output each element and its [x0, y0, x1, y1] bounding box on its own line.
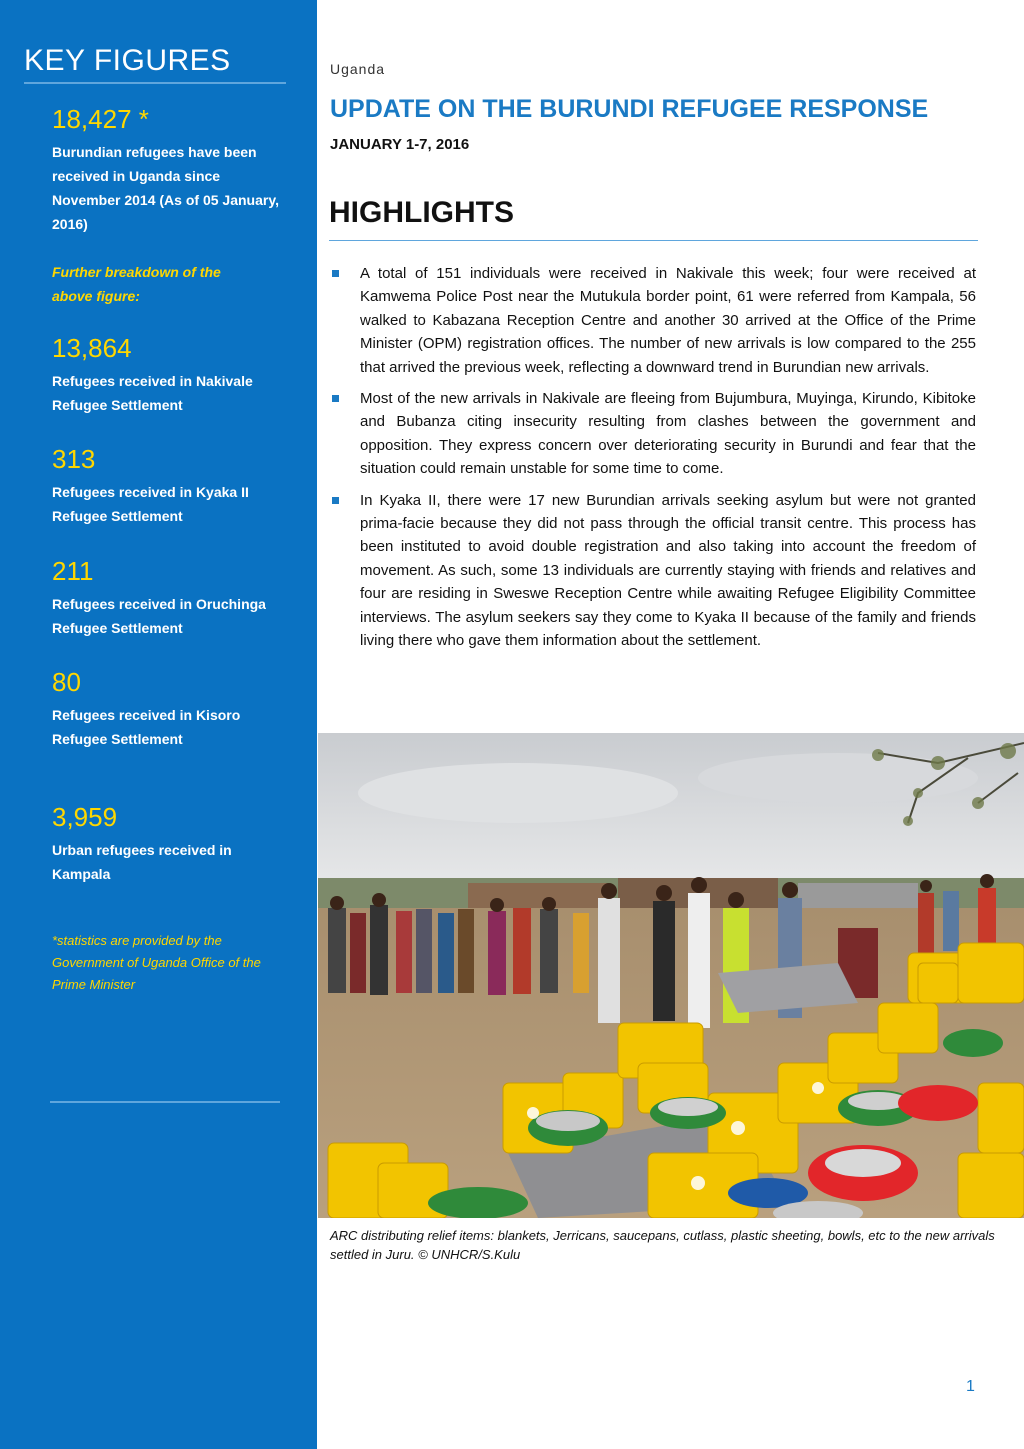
list-item	[330, 489, 976, 653]
bullet-square-icon	[332, 270, 339, 277]
figure-value: 3,959	[52, 802, 118, 832]
figure-kampala	[52, 802, 282, 886]
figure-value: 211	[52, 556, 94, 586]
statistics-source-note: *statistics are provided by the Government of Uganda Office of the Prime Minister	[52, 933, 261, 992]
figure-oruchinga	[52, 556, 282, 640]
figure-kisoro	[52, 667, 282, 751]
headline-figure	[52, 104, 282, 236]
bullet-text: In Kyaka II, there were 17 new Burundian arrivals seeking asylum but were not granted prima-facie because they did not pass through the official transit centre. This process has been instituted to avoid double registration and also taking into account the freedom of movement. As such, some 13 individuals are currently staying with friends and relatives and four are residing in Sweswe Reception Centre while awaiting Refugee Eligibility Committee interviews. The asylum seekers say they come to Kyaka II because of the family and friends living there who gave them information about the settlement.	[360, 491, 976, 650]
figure-description: Burundian refugees have been received in Uganda since November 2014 (As of 05 January, 2016)	[52, 144, 279, 232]
figure-nakivale	[52, 333, 282, 417]
breakdown-note: Further breakdown of the above figure:	[52, 264, 221, 304]
bullet-square-icon	[332, 395, 339, 402]
figure-description: Refugees received in Kisoro Refugee Settlement	[52, 707, 241, 747]
document-date: JANUARY 1-7, 2016	[330, 136, 470, 153]
figure-description: Refugees received in Kyaka II Refugee Settlement	[52, 484, 249, 524]
figure-description: Refugees received in Nakivale Refugee Settlement	[52, 373, 253, 413]
key-figures-title: KEY FIGURES	[24, 44, 286, 84]
figure-kyaka	[52, 444, 282, 528]
document-title: UPDATE ON THE BURUNDI REFUGEE RESPONSE	[330, 95, 929, 123]
highlights-divider	[329, 240, 978, 241]
list-item	[330, 387, 976, 481]
bullet-square-icon	[332, 497, 339, 504]
highlights-list	[330, 262, 976, 661]
bullet-text: Most of the new arrivals in Nakivale are fleeing from Bujumbura, Muyinga, Kirundo, Kibitoke and Bubanza citing insecurity resulting from clashes between the government and opposition. They express concern over deteriorating security in Burundi and fear that the situation could remain unstable for some time to come.	[360, 390, 976, 478]
figure-description: Refugees received in Oruchinga Refugee Settlement	[52, 596, 266, 636]
figure-description: Urban refugees received in Kampala	[52, 842, 232, 882]
figure-value: 18,427 *	[52, 104, 149, 134]
list-item	[330, 262, 976, 379]
photo-caption: ARC distributing relief items: blankets, Jerricans, saucepans, cutlass, plastic sheeting, bowls, etc to the new arrivals settled in Juru. © UNHCR/S.Kulu	[330, 1228, 995, 1262]
key-figures-sidebar	[0, 0, 317, 1449]
figure-value: 13,864	[52, 333, 132, 363]
bullet-text: A total of 151 individuals were received in Nakivale this week; four were received at Kamwema Police Post near the Mutukula border point, 61 were referred from Kampala, 56 walked to Kabazana Reception Centre and another 30 arrived at the Office of the Prime Minister (OPM) registration offices. The number of new arrivals is low compared to the 255 that arrived the previous week, reflecting a downward trend in Burundian new arrivals.	[360, 265, 976, 376]
sidebar-divider	[50, 1101, 280, 1103]
highlights-heading: HIGHLIGHTS	[329, 196, 514, 229]
relief-distribution-photo	[318, 733, 1024, 1218]
page-number: 1	[966, 1378, 975, 1395]
figure-value: 80	[52, 667, 81, 697]
figure-value: 313	[52, 444, 96, 474]
country-label: Uganda	[330, 61, 386, 77]
